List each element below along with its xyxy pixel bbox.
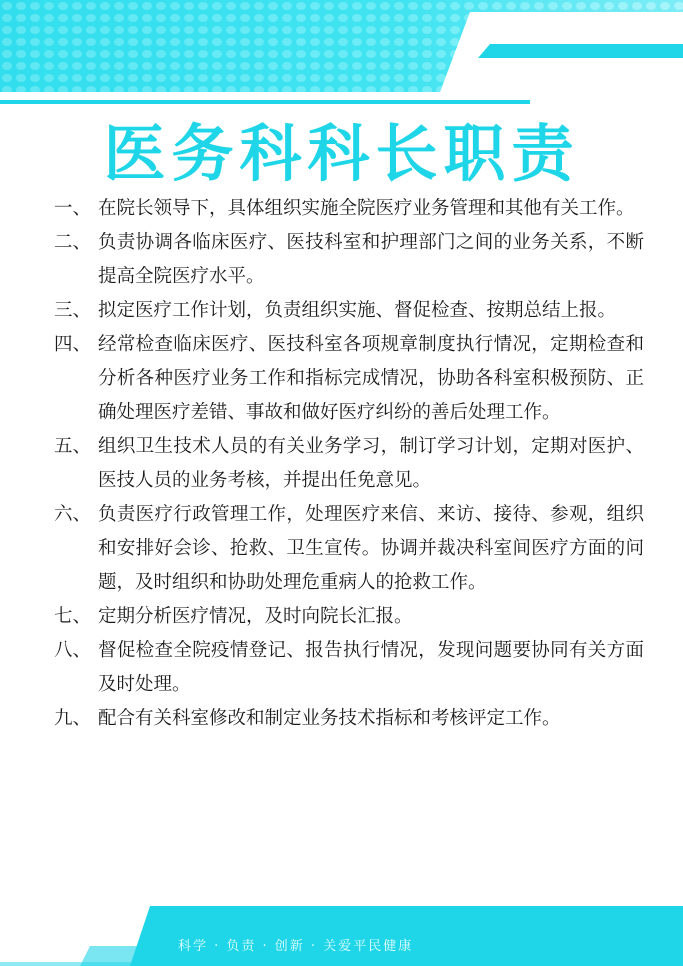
duty-number: 七、 (54, 606, 92, 627)
duty-item-6 (54, 498, 644, 600)
duty-item-2 (54, 226, 644, 294)
duty-item-3 (54, 294, 644, 328)
duty-number: 五、 (54, 436, 92, 457)
footer-slogan: 科学 · 负责 · 创新 · 关爱平民健康 (178, 939, 414, 954)
duty-item-8 (54, 634, 644, 702)
duty-item-5 (54, 430, 644, 498)
duty-item-9 (54, 702, 644, 736)
duty-text: 经常检查临床医疗、医技科室各项规章制度执行情况，定期检查和分析各种医疗业务工作和指标完成情况，协助各科室积极预防、正确处理医疗差错、事故和做好医疗纠纷的善后处理工作。 (98, 334, 644, 423)
duty-number: 二、 (54, 232, 92, 253)
duty-item-7 (54, 600, 644, 634)
duty-number: 九、 (54, 708, 92, 729)
duty-item-4 (54, 328, 644, 430)
duty-text: 在院长领导下，具体组织实施全院医疗业务管理和其他有关工作。 (98, 198, 635, 219)
duty-number: 三、 (54, 300, 92, 321)
duty-number: 六、 (54, 504, 92, 525)
duties-list (54, 192, 644, 736)
duty-number: 四、 (54, 334, 92, 355)
duty-item-1 (54, 192, 644, 226)
duty-text: 拟定医疗工作计划，负责组织实施、督促检查、按期总结上报。 (98, 300, 617, 321)
duty-text: 定期分析医疗情况，及时向院长汇报。 (98, 606, 413, 627)
duty-text: 负责医疗行政管理工作，处理医疗来信、来访、接待、参观，组织和安排好会诊、抢救、卫生宣传。协调并裁决科室间医疗方面的问题，及时组织和协助处理危重病人的抢救工作。 (98, 504, 644, 593)
duty-text: 负责协调各临床医疗、医技科室和护理部门之间的业务关系，不断提高全院医疗水平。 (98, 232, 644, 287)
duty-number: 八、 (54, 640, 92, 661)
header-dot-banner (0, 0, 683, 110)
page-title: 医务科科长职责 (103, 117, 580, 190)
duty-text: 配合有关科室修改和制定业务技术指标和考核评定工作。 (98, 708, 561, 729)
duty-text: 组织卫生技术人员的有关业务学习，制订学习计划，定期对医护、医技人员的业务考核，并提出任免意见。 (98, 436, 644, 491)
duty-number: 一、 (54, 198, 92, 219)
duty-text: 督促检查全院疫情登记、报告执行情况，发现问题要协同有关方面及时处理。 (98, 640, 644, 695)
